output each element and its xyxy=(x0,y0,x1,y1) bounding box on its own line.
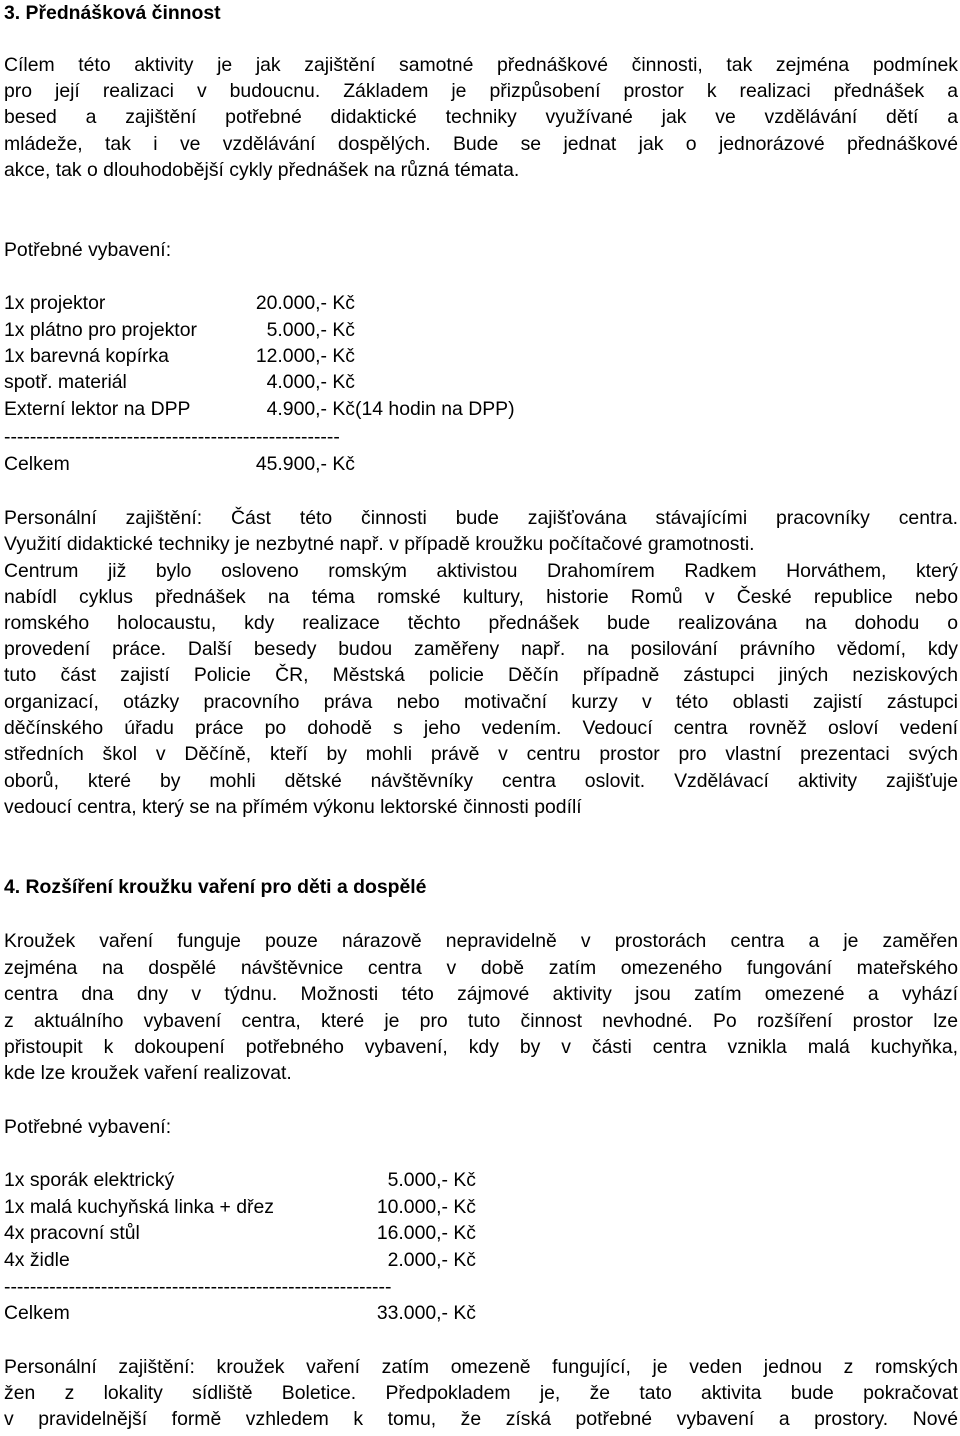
equipment-item-note: (14 hodin na DPP) xyxy=(355,398,515,420)
paragraph-line: nabídl cyklus přednášek na téma romské kultury, historie Romů v České republice nebo xyxy=(4,586,958,608)
equipment-item-name: spotř. materiál xyxy=(4,371,127,393)
equipment-item-price: 16.000,- Kč xyxy=(376,1222,476,1244)
paragraph-line: oborů, které by mohli dětské návštěvníky centra oslovit. Vzdělávací aktivity zajišťuje xyxy=(4,770,958,792)
paragraph-line: v pravidelnější formě vzhledem k tomu, že získá potřebné vybavení a prostory. Nové xyxy=(4,1408,958,1430)
section-3-intro-line: akce, tak o dlouhodobější cykly přednášek na různá témata. xyxy=(4,159,520,181)
section-3-equipment-label: Potřebné vybavení: xyxy=(4,239,172,261)
section-3-separator: ---------------------------------------------------- xyxy=(4,426,340,448)
section-4-total-label: Celkem xyxy=(4,1302,70,1324)
equipment-item-name: 1x barevná kopírka xyxy=(4,345,169,367)
equipment-item-price: 12.000,- Kč xyxy=(255,345,355,367)
equipment-item-name: 1x plátno pro projektor xyxy=(4,319,197,341)
equipment-item-price: 5.000,- Kč xyxy=(266,319,355,341)
paragraph-line: Personální zajištění: Část této činnosti bude zajišťována stávajícími pracovníky centra. xyxy=(4,507,958,529)
paragraph-line: středních škol v Děčíně, kteří by mohli právě v centru prostor pro vlastní prezentaci svých xyxy=(4,743,958,765)
section-3-intro-line: pro její realizaci v budoucnu. Základem je přizpůsobení prostor k realizaci přednášek a xyxy=(4,80,958,102)
paragraph-line: Personální zajištění: kroužek vaření zatím omezeně fungující, je veden jednou z romských xyxy=(4,1356,958,1378)
section-4-total-value: 33.000,- Kč xyxy=(376,1302,476,1324)
paragraph-line: provedení práce. Další besedy budou zaměřeny např. na posilování právního vědomí, kdy xyxy=(4,638,958,660)
section-3-total-label: Celkem xyxy=(4,453,70,475)
section-3-heading: 3. Přednášková činnost xyxy=(4,2,221,24)
equipment-item-name: 4x pracovní stůl xyxy=(4,1222,140,1244)
section-4-intro-line: centra dna dny v týdnu. Možnosti této zájmové aktivity jsou zatím omezené a vyhází xyxy=(4,983,958,1005)
equipment-item-name: 1x malá kuchyňská linka + dřez xyxy=(4,1196,274,1218)
section-4-intro-line: zejména na dospělé návštěvnice centra v době zatím omezeného fungování mateřského xyxy=(4,957,958,979)
paragraph-line: děčínského úřadu práce po dohodě s jeho vedením. Vedoucí centra rovněž osloví vedení xyxy=(4,717,958,739)
section-4-intro-line: kde lze kroužek vaření realizovat. xyxy=(4,1062,292,1084)
equipment-item-name: 4x židle xyxy=(4,1249,70,1271)
equipment-item-name: Externí lektor na DPP xyxy=(4,398,191,420)
paragraph-line: tuto část zajistí Policie ČR, Městská policie Děčín případně zástupci jiných neziskových xyxy=(4,664,958,686)
section-3-intro-line: Cílem této aktivity je jak zajištění samotné přednáškové činnosti, tak zejména podmínek xyxy=(4,54,958,76)
equipment-item-price: 20.000,- Kč xyxy=(255,292,355,314)
section-4-separator: ------------------------------------------------------------ xyxy=(4,1276,392,1298)
paragraph-line: Využití didaktické techniky je nezbytné např. v případě kroužku počítačové gramotnosti. xyxy=(4,533,755,555)
equipment-item-price: 5.000,- Kč xyxy=(387,1169,476,1191)
section-3-intro-line: besed a zajištění potřebné didaktické techniky využívané jak ve vzdělávání dětí a xyxy=(4,106,958,128)
equipment-item-price: 10.000,- Kč xyxy=(376,1196,476,1218)
paragraph-line: organizací, otázky pracovního práva nebo motivační kurzy v této oblasti zajistí zástupci xyxy=(4,691,958,713)
section-4-intro-line: z aktuálního vybavení centra, které je pro tuto činnost nevhodné. Po rozšíření prostor lze xyxy=(4,1010,958,1032)
equipment-item-name: 1x sporák elektrický xyxy=(4,1169,175,1191)
section-4-intro-line: přistoupit k dokoupení potřebného vybavení, kdy by v části centra vznikla malá kuchyňka, xyxy=(4,1036,958,1058)
section-3-total-value: 45.900,- Kč xyxy=(255,453,355,475)
section-4-equipment-label: Potřebné vybavení: xyxy=(4,1116,172,1138)
paragraph-line: žen z lokality sídliště Boletice. Předpokladem je, že tato aktivita bude pokračovat xyxy=(4,1382,958,1404)
equipment-item-price: 4.900,- Kč xyxy=(266,398,355,420)
section-4-heading: 4. Rozšíření kroužku vaření pro děti a dospělé xyxy=(4,876,427,898)
paragraph-line: Centrum již bylo osloveno romským aktivistou Drahomírem Radkem Horváthem, který xyxy=(4,560,958,582)
section-4-intro-line: Kroužek vaření funguje pouze nárazově nepravidelně v prostorách centra a je zaměřen xyxy=(4,930,958,952)
equipment-item-price: 4.000,- Kč xyxy=(266,371,355,393)
equipment-item-name: 1x projektor xyxy=(4,292,106,314)
equipment-item-price: 2.000,- Kč xyxy=(387,1249,476,1271)
paragraph-line: romského holocaustu, kdy realizace těchto přednášek bude realizována na dohodu o xyxy=(4,612,958,634)
paragraph-line: vedoucí centra, který se na přímém výkonu lektorské činnosti podílí xyxy=(4,796,582,818)
section-3-intro-line: mládeže, tak i ve vzdělávání dospělých. Bude se jednat jak o jednorázové přednáškové xyxy=(4,133,958,155)
